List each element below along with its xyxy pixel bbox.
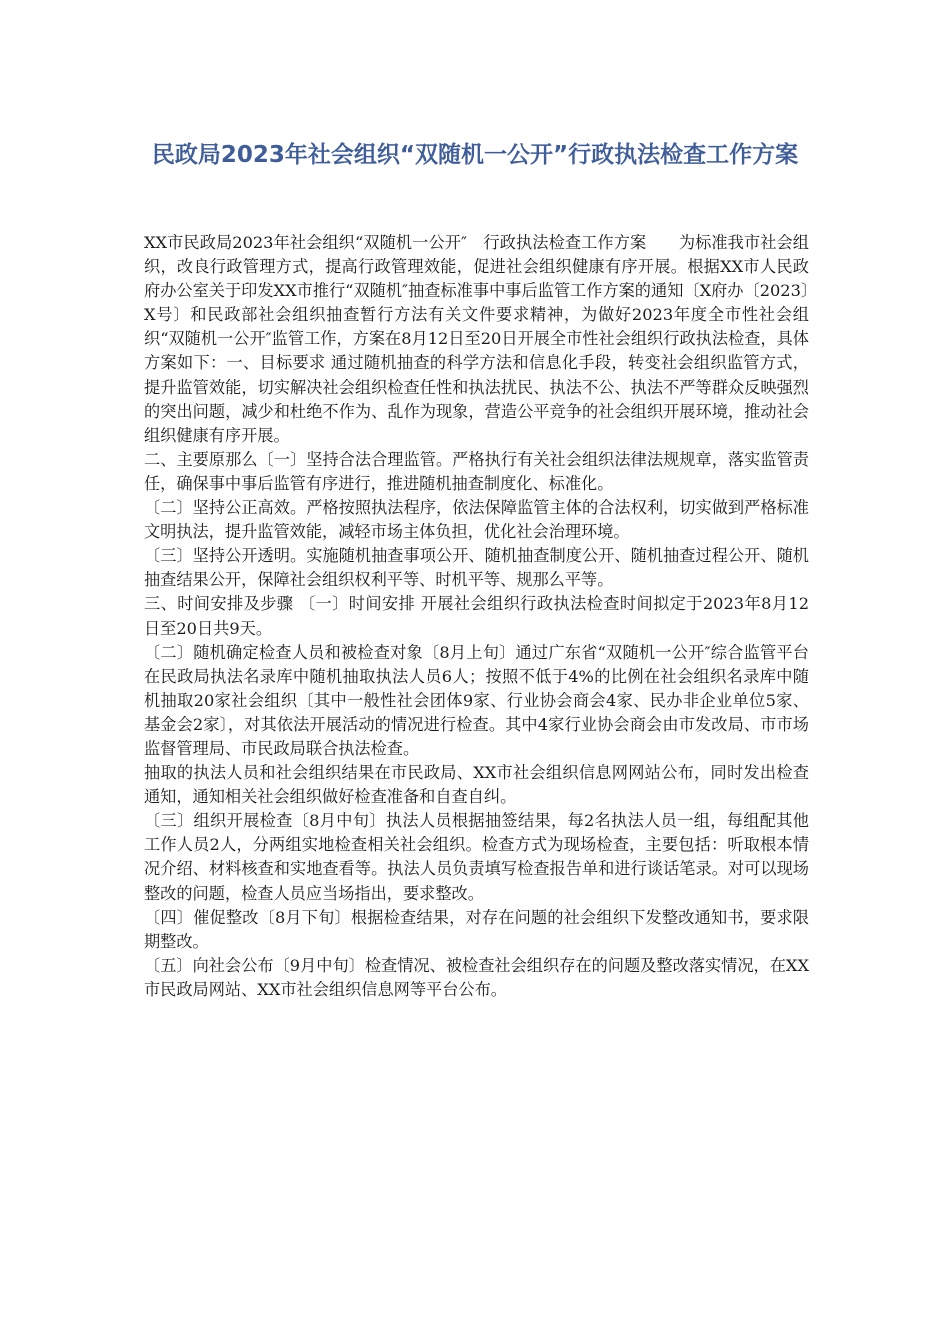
paragraph-principles: 二、主要原那么〔一〕坚持合法合理监管。严格执行有关社会组织法律法规规章，落实监管责任，确保事中事后监管有序进行，推进随机抽查制度化、标准化。	[144, 449, 809, 493]
paragraph-public-announcement: 〔五〕向社会公布〔9月中旬〕检查情况、被检查社会组织存在的问题及整改落实情况，在XX市民政局网站、XX市社会组织信息网等平台公布。	[144, 955, 809, 999]
paragraph-open-transparent: 〔三〕坚持公开透明。实施随机抽查事项公开、随机抽查制度公开、随机抽查过程公开、随机抽查结果公开，保障社会组织权利平等、时机平等、规那么平等。	[144, 546, 809, 590]
paragraph-inspection: 〔三〕组织开展检查〔8月中旬〕执法人员根据抽签结果，每2名执法人员一组，每组配其他工作人员2人，分两组实地检查相关社会组织。检查方式为现场检查，主要包括：听取根本情况介绍、材料核查和实地查看等。执法人员负责填写检查报告单和进行谈话笔录。对可以现场整改的问题，检查人员应当场指出，要求整改。	[144, 811, 809, 903]
paragraph-rectification: 〔四〕催促整改〔8月下旬〕根据检查结果，对存在问题的社会组织下发整改通知书，要求限期整改。	[144, 907, 809, 951]
paragraph-intro: XX市民政局2023年社会组织“双随机一公开″ 行政执法检查工作方案 为标准我市社会组织，改良行政管理方式，提高行政管理效能，促进社会组织健康有序开展。根据XX市人民政府办公室关于印发XX市推行“双随机″抽查标准事中事后监管工作方案的通知〔X府办〔2023〕X号〕和民政部社会组织抽查暂行方法有关文件要求精神，为做好2023年度全市性社会组织“双随机一公开″监管工作，方案在8月12日至20日开展全市性社会组织行政执法检查，具体方案如下：一、目标要求 通过随机抽查的科学方法和信息化手段，转变社会组织监管方式，提升监管效能，切实解决社会组织检查任性和执法扰民、执法不公、执法不严等群众反映强烈的突出问题，减少和杜绝不作为、乱作为现象，营造公平竞争的社会组织开展环境，推动社会组织健康有序开展。	[144, 233, 809, 445]
paragraph-publish-results: 抽取的执法人员和社会组织结果在市民政局、XX市社会组织信息网网站公布，同时发出检查通知，通知相关社会组织做好检查准备和自查自纠。	[144, 763, 809, 807]
paragraph-fair-efficient: 〔二〕坚持公正高效。严格按照执法程序，依法保障监管主体的合法权利，切实做到严格标准文明执法，提升监管效能，减轻市场主体负担，优化社会治理环境。	[144, 498, 809, 542]
paragraph-random-selection: 〔二〕随机确定检查人员和被检查对象〔8月上旬〕通过广东省“双随机一公开″综合监管平台在民政局执法名录库中随机抽取执法人员6人；按照不低于4%的比例在社会组织名录库中随机抽取20家社会组织〔其中一般性社会团体9家、行业协会商会4家、民办非企业单位5家、基金会2家〕，对其依法开展活动的情况进行检查。其中4家行业协会商会由市发改局、市市场监督管理局、市民政局联合执法检查。	[144, 642, 809, 758]
paragraph-schedule: 三、时间安排及步骤 〔一〕时间安排 开展社会组织行政执法检查时间拟定于2023年8月12日至20日共9天。	[144, 594, 809, 638]
document-title: 民政局2023年社会组织“双随机一公开”行政执法检查工作方案	[151, 142, 799, 168]
document-body	[144, 231, 809, 1002]
